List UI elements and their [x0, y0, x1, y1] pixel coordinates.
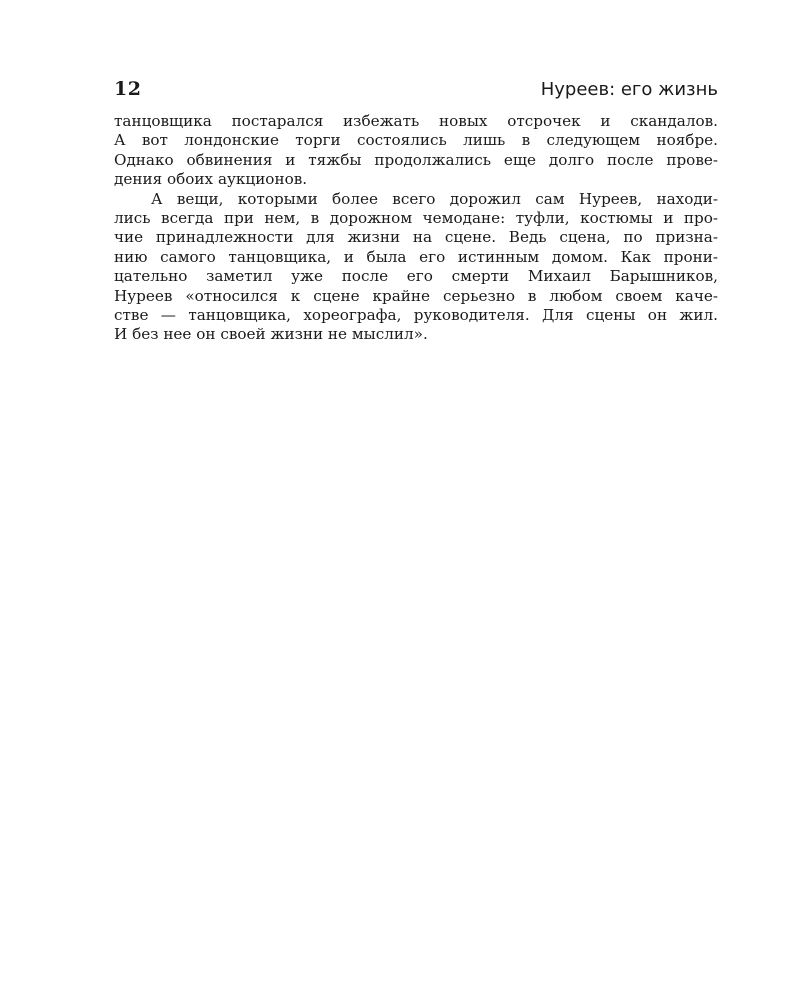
text-line: Однако обвинения и тяжбы продолжались еще долго после прове- — [114, 150, 718, 169]
body-text — [114, 112, 718, 345]
page-header — [114, 78, 718, 108]
text-line: стве — танцовщика, хореографа, руководителя. Для сцены он жил. — [114, 306, 718, 325]
text-line: дения обоих аукционов. — [114, 170, 308, 189]
running-title: Нуреев: его жизнь — [540, 79, 718, 100]
text-line: цательно заметил уже после его смерти Михаил Барышников, — [114, 267, 718, 286]
text-line: А вещи, которыми более всего дорожил сам Нуреев, находи- — [151, 189, 718, 208]
text-line: А вот лондонские торги состоялись лишь в следующем ноябре. — [114, 131, 718, 150]
text-line: И без нее он своей жизни не мыслил». — [114, 325, 428, 344]
text-line: чие принадлежности для жизни на сцене. Ведь сцена, по призна- — [114, 228, 718, 247]
paragraph-1 — [114, 112, 718, 190]
text-line: Нуреев «относился к сцене крайне серьезно в любом своем каче- — [114, 286, 718, 305]
text-line: нию самого танцовщика, и была его истинным домом. Как прони- — [114, 247, 718, 266]
paragraph-2 — [114, 190, 718, 345]
book-page — [114, 78, 718, 345]
text-line: лись всегда при нем, в дорожном чемодане: туфли, костюмы и про- — [114, 209, 718, 228]
text-line: танцовщика постарался избежать новых отсрочек и скандалов. — [114, 112, 718, 130]
page-number: 12 — [114, 78, 142, 100]
